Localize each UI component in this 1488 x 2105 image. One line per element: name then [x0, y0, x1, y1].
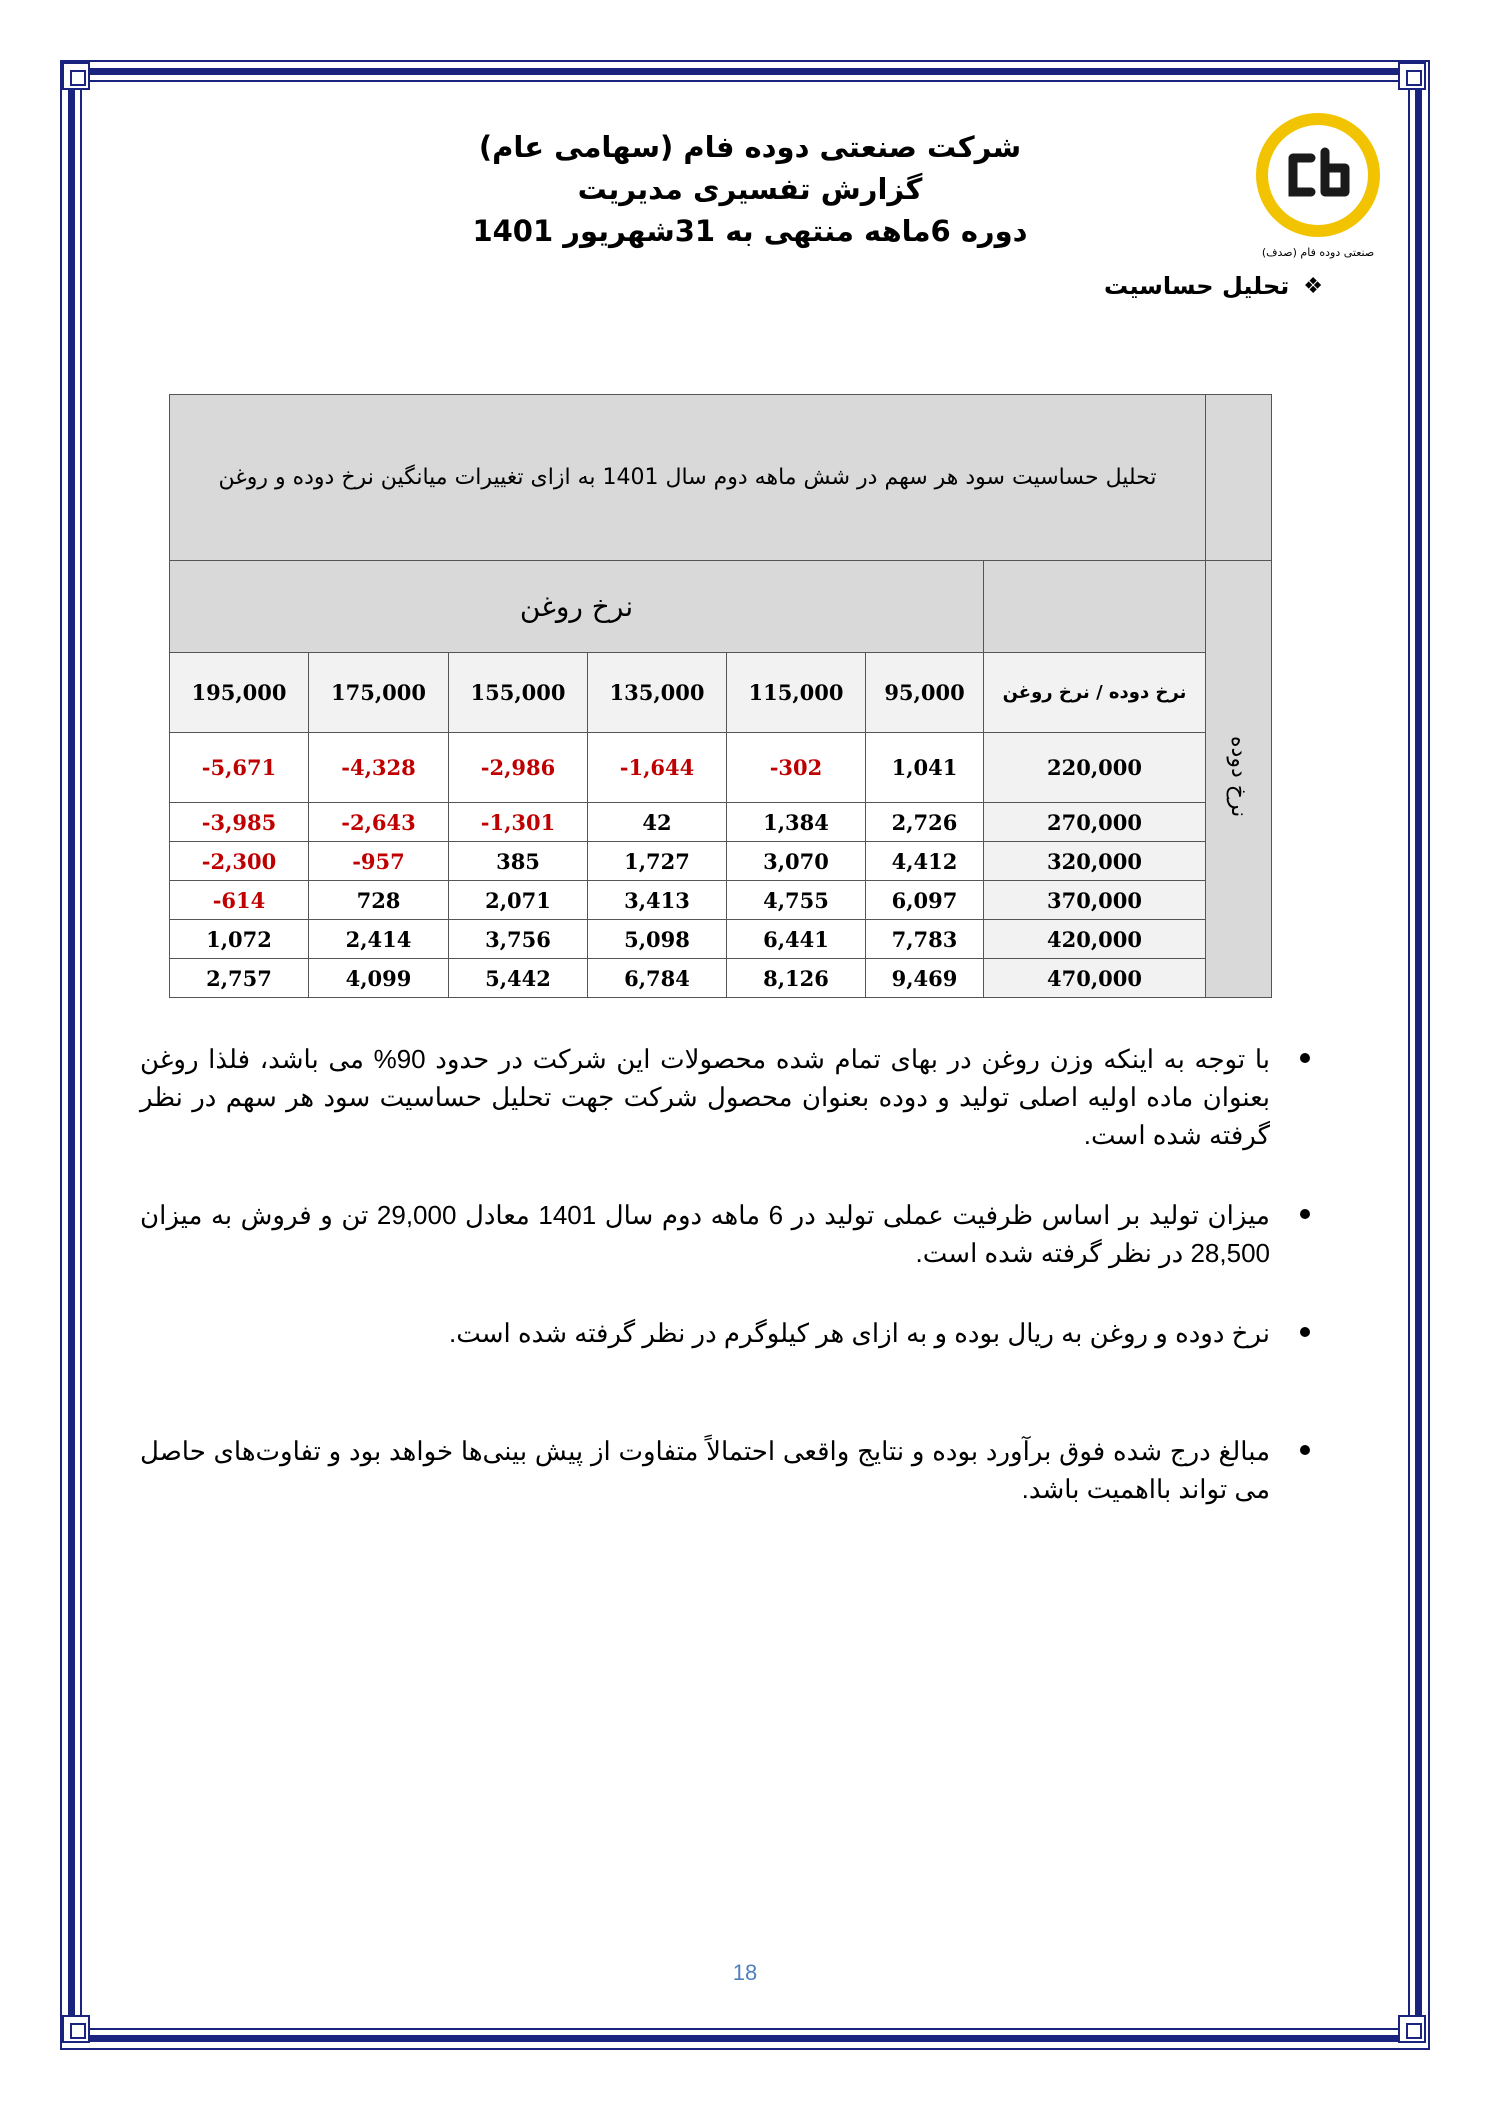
oil-rate-cell: 195,000 [170, 653, 309, 733]
eps-cell: 4,412 [866, 842, 984, 881]
eps-cell: -2,643 [309, 803, 449, 842]
eps-cell: 9,469 [866, 959, 984, 998]
eps-cell: 385 [449, 842, 588, 881]
eps-cell: -2,986 [449, 733, 588, 803]
notes-list [140, 1040, 1310, 1508]
eps-cell: 42 [588, 803, 727, 842]
border-corner-ornament [1398, 2015, 1426, 2043]
eps-cell: -1,644 [588, 733, 727, 803]
carbon-rate-cell: 270,000 [984, 803, 1206, 842]
eps-cell: -4,328 [309, 733, 449, 803]
table-caption: تحلیل حساسیت سود هر سهم در شش ماهه دوم سال 1401 به ازای تغییرات میانگین نرخ دوده و روغن [170, 395, 1206, 561]
logo-mark-icon [1253, 110, 1383, 240]
bullet-dot-icon [1300, 1053, 1310, 1063]
oil-rate-cell: 95,000 [866, 653, 984, 733]
table-row [170, 881, 1272, 920]
oil-rate-cell: 155,000 [449, 653, 588, 733]
carbon-rate-cell: 470,000 [984, 959, 1206, 998]
eps-cell: 3,756 [449, 920, 588, 959]
eps-cell: 6,441 [727, 920, 866, 959]
eps-cell: -957 [309, 842, 449, 881]
eps-cell: -5,671 [170, 733, 309, 803]
carbon-rate-cell: 420,000 [984, 920, 1206, 959]
table-row [170, 733, 1272, 803]
eps-cell: -614 [170, 881, 309, 920]
eps-cell: 2,726 [866, 803, 984, 842]
table-row [170, 920, 1272, 959]
list-item [140, 1432, 1310, 1508]
table-row [170, 803, 1272, 842]
oil-rate-cell: 115,000 [727, 653, 866, 733]
eps-cell: 2,414 [309, 920, 449, 959]
border-corner-ornament [1398, 62, 1426, 90]
carbon-rate-side-header [1206, 561, 1272, 998]
carbon-rate-cell: 220,000 [984, 733, 1206, 803]
logo-caption: صنعتی دوده فام (صدف) [1261, 246, 1375, 259]
eps-cell: 728 [309, 881, 449, 920]
note-text: نرخ دوده و روغن به ریال بوده و به ازای هر کیلوگرم در نظر گرفته شده است. [448, 1318, 1270, 1348]
oil-rate-header: نرخ روغن [170, 561, 984, 653]
border-corner-ornament [62, 62, 90, 90]
carbon-rate-label: نرخ دوده [1226, 736, 1251, 818]
report-period: دوره 6ماهه منتهی به 31شهریور 1401 [472, 214, 1028, 248]
sensitivity-table [169, 394, 1272, 998]
company-logo [1253, 110, 1383, 260]
eps-cell: 4,099 [309, 959, 449, 998]
eps-cell: 5,098 [588, 920, 727, 959]
company-name: شرکت صنعتی دوده فام (سهامی عام) [478, 130, 1022, 164]
list-item [140, 1040, 1310, 1154]
table-corner-spacer [1206, 395, 1272, 561]
eps-cell: -3,985 [170, 803, 309, 842]
border-corner-ornament [62, 2015, 90, 2043]
bullet-dot-icon [1300, 1209, 1310, 1219]
header-blank-cell [984, 561, 1206, 653]
eps-cell: 3,413 [588, 881, 727, 920]
eps-cell: 2,757 [170, 959, 309, 998]
eps-cell: 5,442 [449, 959, 588, 998]
eps-cell: -2,300 [170, 842, 309, 881]
eps-cell: 8,126 [727, 959, 866, 998]
note-text: میزان تولید بر اساس ظرفیت عملی تولید در 6 ماهه دوم سال 1401 معادل 29,000 تن و فروش به میزان 28,500 در نظر گرفته شده است. [140, 1200, 1270, 1268]
list-item [140, 1314, 1310, 1352]
note-text: با توجه به اینکه وزن روغن در بهای تمام شده محصولات این شرکت در حدود 90% می باشد، فلذا روغن بعنوان ماده اولیه اصلی تولید و دوده بعنوان محصول شرکت جهت تحلیل حساسیت سود هر سهم در نظر گرفته شده است. [140, 1044, 1270, 1150]
note-text: مبالغ درج شده فوق برآورد بوده و نتایج واقعی احتمالاً متفاوت از پیش بینی‌ها خواهد بود و تفاوت‌های حاصل می تواند بااهمیت باشد. [140, 1436, 1270, 1504]
report-title: گزارش تفسیری مدیریت [577, 172, 923, 206]
four-diamond-bullet-icon: ❖ [1303, 273, 1323, 299]
bullet-dot-icon [1300, 1445, 1310, 1455]
eps-cell: 4,755 [727, 881, 866, 920]
oil-rate-cell: 135,000 [588, 653, 727, 733]
eps-cell: 1,384 [727, 803, 866, 842]
section-title-text: تحلیل حساسیت [1104, 272, 1290, 300]
table-row [170, 842, 1272, 881]
eps-cell: 1,072 [170, 920, 309, 959]
eps-cell: -1,301 [449, 803, 588, 842]
eps-cell: 6,097 [866, 881, 984, 920]
page-number: 18 [732, 1960, 758, 1985]
bullet-dot-icon [1300, 1327, 1310, 1337]
eps-cell: -302 [727, 733, 866, 803]
eps-cell: 6,784 [588, 959, 727, 998]
table-row [170, 959, 1272, 998]
list-item [140, 1196, 1310, 1272]
carbon-rate-cell: 370,000 [984, 881, 1206, 920]
oil-rate-cell: 175,000 [309, 653, 449, 733]
eps-cell: 3,070 [727, 842, 866, 881]
eps-cell: 2,071 [449, 881, 588, 920]
section-heading [1104, 272, 1323, 300]
eps-cell: 7,783 [866, 920, 984, 959]
eps-cell: 1,041 [866, 733, 984, 803]
eps-cell: 1,727 [588, 842, 727, 881]
carbon-rate-cell: 320,000 [984, 842, 1206, 881]
corner-header-cell: نرخ دوده / نرخ روغن [984, 653, 1206, 733]
